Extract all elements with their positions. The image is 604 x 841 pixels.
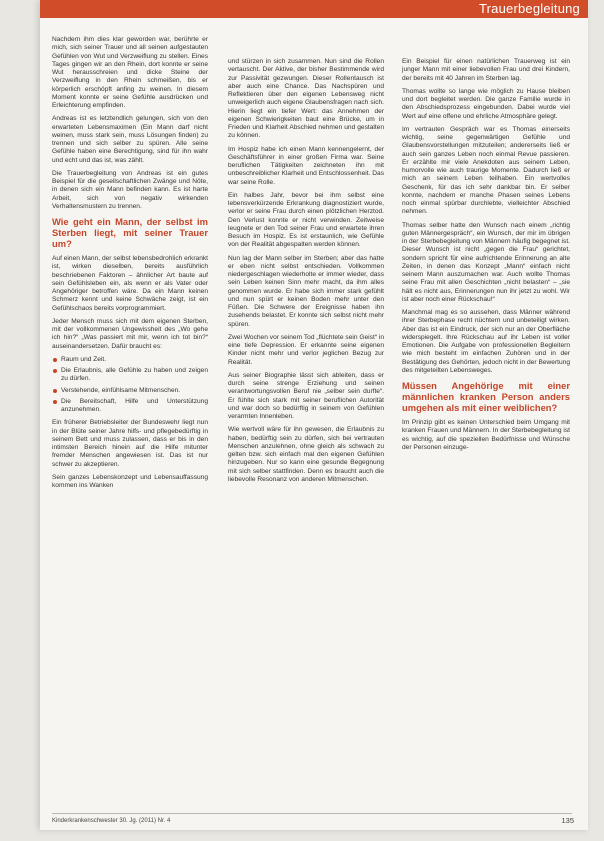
paragraph: Die Trauerbegleitung von Andreas ist ein gutes Beispiel für die gesellschaftlichen Zwänge und Nöte, in denen sich ein Mann befinden kann. Es ist harte Arbeit, sich von negativ wirkenden Verhaltensmustern zu trennen. bbox=[52, 169, 208, 210]
page-number: 135 bbox=[561, 816, 574, 825]
footer-divider bbox=[52, 813, 572, 814]
column-3 bbox=[402, 58, 570, 457]
paragraph: Nun lag der Mann selber im Sterben; aber das hatte er eben nicht selbst entschieden. Vollkommen niedergeschlagen wiederholte er immer wieder, dass sein Leben keinen Sinn mehr macht, da ihm alles genommen wurde. Er habe sich immer stark gefühlt und nun spürt er keinen Boden mehr unter den Füßen. Die Schwere der Ereignisse haben ihn zusehends belastet. Er konnte sich selbst nicht mehr spüren. bbox=[228, 254, 384, 328]
paragraph: Ein früherer Betriebsleiter der Bundeswehr liegt nun in der Blüte seiner Jahre hilfs- und pflegebedürftig in seinem Bett und muss zulassen, dass er bis in den intimsten Bereich hinein auf die Hilfe mitunter fremder Menschen angewiesen ist. Das ist nur schwer zu akzeptieren. bbox=[52, 419, 208, 468]
header-band bbox=[40, 0, 588, 18]
paragraph: Manchmal mag es so aussehen, dass Männer während ihrer Sterbephase recht nüchtern und unbeteiligt wirken. Aber das ist ein Eindruck, der sich nur an der Oberfläche widerspiegelt. Ihre Rückschau auf ihr Leben ist voller Emotionen. Die Aufgabe von professionellen Begleitern wie mich besteht im einfachen Zuhören und in der Bestätigung des Gehörten, jedoch nicht in der Bewertung des mitgeteilten Lebensweges. bbox=[402, 309, 570, 374]
paragraph: Aus seiner Biographie lässt sich ableiten, dass er durch seine strenge Erziehung und seinen verantwortungsvollen Beruf nie „selber sein durfte“. Er fühlte sich stark mit seiner beruflichen Autorität und war doch so bedürftig in seinem von Gefühlen verarmten Innenleben. bbox=[228, 371, 384, 420]
list-item: Die Bereitschaft, Hilfe und Unterstützung anzunehmen. bbox=[52, 398, 208, 415]
bullet-list bbox=[52, 356, 208, 415]
column-2 bbox=[228, 58, 384, 489]
list-item: Die Erlaubnis, alle Gefühle zu haben und zeigen zu dürfen. bbox=[52, 367, 208, 384]
paragraph: Nachdem ihm dies klar geworden war, berührte er mich, sich seiner Trauer und all seinen aufgestauten Gefühlen von Wut und Verzweiflung zu stellen. Eines Tages gingen wir an den Rhein, dort konnte er seine Wut herausschreien und dicke Steine der Verzweiflung in den Rhein schmeißen, bis er körperlich erschöpft anfing zu weinen. In diesem Moment konnte er seine Gefühle ausdrücken und Erleichterung empfinden. bbox=[52, 36, 208, 109]
paragraph: Sein ganzes Lebenskonzept und Lebensauffassung kommen ins Wanken bbox=[52, 473, 208, 489]
magazine-page bbox=[40, 0, 588, 830]
paragraph: Andreas ist es letztendlich gelungen, sich von den erwarteten Lebensmaximen (Ein Mann darf nicht weinen, muss stark sein, muss Lösungen finden) zu trennen und sich selber zu spüren. Alle seine Gefühle haben eine Berechtigung, sind für ihn wahr und echt und das ist, was zählt. bbox=[52, 115, 208, 164]
paragraph: Ein halbes Jahr, bevor bei ihm selbst eine lebensverkürzende Erkrankung diagnostiziert wurde, verlor er seine Frau durch einen plötzlichen Herztod. Den Verlust konnte er nicht verwinden. Zeitweise leugnete er den Tod seiner Frau und erwartete ihren Besuch im Hospiz. Es ist erstaunlich, wie Gefühle von der Realität abgespalten werden können. bbox=[228, 191, 384, 249]
footer-source: Kinderkrankenschwester 30. Jg. (2011) Nr. 4 bbox=[52, 818, 171, 824]
column-1 bbox=[52, 36, 208, 495]
paragraph: Auf einen Mann, der selbst lebensbedrohlich erkrankt ist, wirken dieselben, bereits ausführlich beschriebenen Faktoren – ähnlicher Art baute auf sein Gefühlsleben ein, als wenn er als Vater oder Angehöriger betroffen wäre. Da ein Mann keinen Schmerz kennt und keine Schwäche zeigt, ist ein Gefühlschaos bereits vorprogrammiert. bbox=[52, 255, 208, 312]
section-title: Trauerbegleitung bbox=[478, 1, 580, 16]
section-heading: Wie geht ein Mann, der selbst im Sterben liegt, mit seiner Trauer um? bbox=[52, 216, 208, 249]
section-heading: Müssen Angehörige mit einer männlichen kranken Person anders umgehen als mit einer weiblichen? bbox=[402, 380, 570, 413]
paragraph: Wie wertvoll wäre für ihn gewesen, die Erlaubnis zu haben, bedürftig sein zu dürfen, sich bei vertrauten Menschen anzulehnen, ohne gleich als schwach zu gelten bzw. sich einfach mal den eigenen Gefühlen hinzugeben. Nur so kann eine gesunde Begegnung mit sich selber stattfinden. Denn es braucht auch die liebevolle Resonanz von anderen Mitmenschen. bbox=[228, 426, 384, 483]
paragraph: und stürzen in sich zusammen. Nun sind die Rollen vertauscht. Der Aktive, der bisher Bestimmende wird zur Passivität gezwungen. Dieser Rollentausch ist aber auch eine Chance. Das Nachspüren und Reflektieren über den eigenen Lebensweg nicht unweigerlich auch eigene Glaubensfragen nach sich. Hierin liegt ein tiefer Wert: das Annehmen der eigenen Schwierigkeiten baut eine Brücke, um in Frieden und Klarheit Abschied nehmen und gestalten zu können. bbox=[228, 58, 384, 140]
paragraph: Im Hospiz habe ich einen Mann kennengelernt, der Geschäftsführer in einer großen Firma war. Seine beruflichen Tätigkeiten zeichneten ihn mit unbeschreiblicher Klarheit und Entschlossenheit. Das war seine Rolle. bbox=[228, 145, 384, 186]
paragraph: Im Prinzip gibt es keinen Unterschied beim Umgang mit kranken Frauen und Männern. In der Sterbebegleitung ist es wichtig, auf die speziellen Bedürfnisse und Wünsche der Personen einzuge- bbox=[402, 419, 570, 451]
paragraph: Jeder Mensch muss sich mit dem eigenen Sterben, mit der vollkommenen Ungewissheit des „Wo gehe ich hin?“ „Was passiert mit mir, wenn ich tot bin?“ auseinandersetzen. Dafür braucht es: bbox=[52, 317, 208, 350]
paragraph: Ein Beispiel für einen natürlichen Trauerweg ist ein junger Mann mit einer liebevollen Frau und drei Kindern, der bereits mit 40 Jahren im Sterben lag. bbox=[402, 58, 570, 82]
paragraph: Thomas selber hatte den Wunsch nach einem „richtig guten Männergespräch“, ein Wunsch, der mir im übrigen in der Sterbebegleitung von Männern häufig begegnet ist. Dieser Wunsch ist nicht „gegen die Frau“ gerichtet, sondern spricht für eine aufrichtende Erinnerung an alte Zeiten, in denen das Konzept „Mann“ einfach nicht seinem Mann auszumachen war. Auch wollte Thomas seine Frau mit allen Geschichten „nicht belasten“ – „sie hält es nicht aus, Erinnerungen nun ihr jetzt zu wohl. Wir ist aber noch einer Rückschau!“ bbox=[402, 221, 570, 303]
paragraph: Im vertrauten Gespräch war es Thomas einerseits wichtig, seine gegenwärtigen Gefühle und Glaubensvorstellungen mitzuteilen; andererseits ließ er auch sein ganzes Leben noch einmal Revue passieren. Er erzählte mir viele Anekdoten aus seinem Leben, humorvolle wie auch traurige Momente. Dadurch ließ er mich an seinem Leben teilhaben. Ein wertvolles Geschenk, für das ich sehr dankbar bin. Er selber konnte, nachdem er manche Phasen seines Lebens noch einmal spürbar durchlebte, vielleichter Abschied nehmen. bbox=[402, 125, 570, 216]
paragraph: Zwei Wochen vor seinem Tod „flüchtete sein Geist“ in eine tiefe Depression. Er erkannte seine eigenen Kinder nicht mehr und verlor jeglichen Bezug zur Realität. bbox=[228, 333, 384, 366]
list-item: Verstehende, einfühlsame Mitmenschen. bbox=[52, 387, 208, 395]
paragraph: Thomas wollte so lange wie möglich zu Hause bleiben und dort begleitet werden. Die ganze Familie wurde in den Abschiedsprozess eingebunden. Dabei wurde viel Wert auf eine offene und ehrliche Atmosphäre gelegt. bbox=[402, 87, 570, 120]
list-item: Raum und Zeit. bbox=[52, 356, 208, 364]
